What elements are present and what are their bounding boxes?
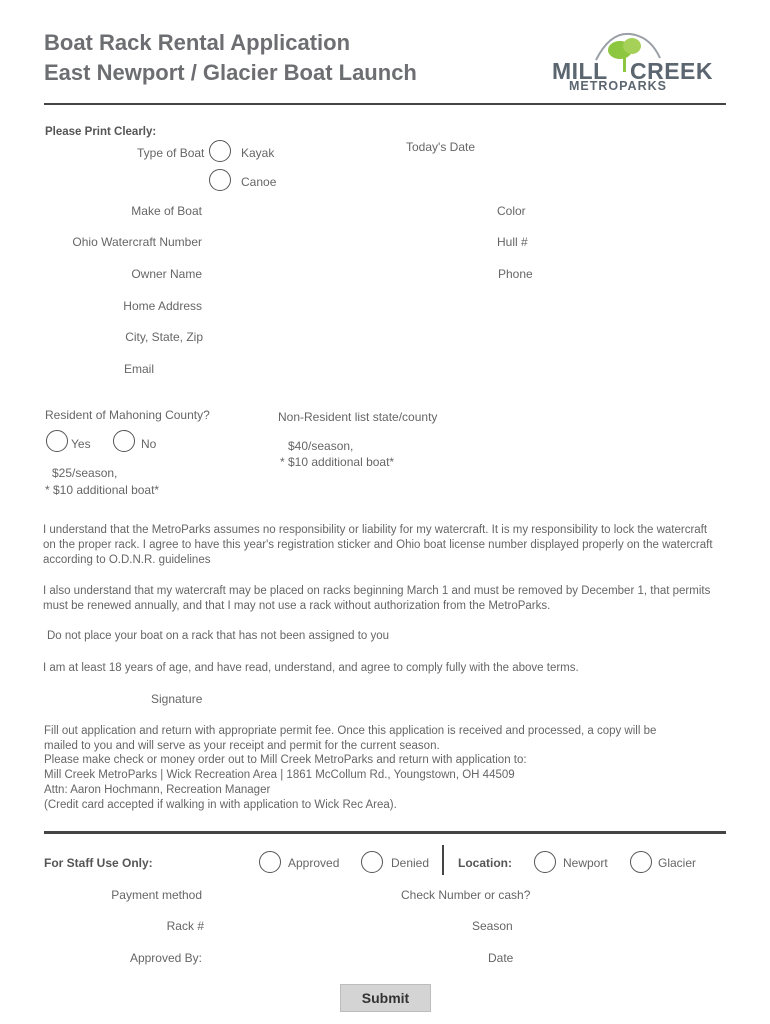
attention-line: Attn: Aaron Hochmann, Recreation Manager [44,784,271,796]
approved-by-label: Approved By: [129,951,202,965]
watercraft-number-label: Ohio Watercraft Number [72,235,202,249]
email-label: Email [124,362,155,376]
resident-additional-fee: * $10 additional boat* [45,483,160,497]
credit-card-note: (Credit card accepted if walking in with application to Wick Rec Area). [44,799,397,811]
logo-word-mill: MILL [552,58,608,84]
season-label: Season [472,919,513,933]
header-divider [44,103,726,105]
page-title: Boat Rack Rental Application [44,30,351,55]
hull-label: Hull # [497,235,528,249]
todays-date-label: Today's Date [406,140,475,154]
yes-label: Yes [71,437,91,451]
nonresident-label: Non-Resident list state/county [278,410,438,424]
color-label: Color [497,204,526,218]
canoe-label: Canoe [241,175,277,189]
mill-creek-logo [552,28,714,96]
terms-paragraph-2: I also understand that my watercraft may be placed on racks beginning March 1 and must be removed by December 1, that permits must be renewed annually, and that I may not use a rack without authorization from the MetroParks. [43,585,711,612]
denied-label: Denied [391,856,430,870]
instructions-line-1: Fill out application and return with appropriate permit fee. Once this application is received and processed, a copy will be [44,725,657,737]
submit-button[interactable]: Submit [340,984,431,1012]
page-subtitle: East Newport / Glacier Boat Launch [44,60,417,85]
make-of-boat-label: Make of Boat [131,204,202,218]
print-clearly-label: Please Print Clearly: [45,126,157,138]
terms-paragraph-3: Do not place your boat on a rack that has not been assigned to you [47,630,390,642]
location-separator [442,845,444,875]
kayak-label: Kayak [241,146,275,160]
resident-question: Resident of Mahoning County? [45,408,210,422]
resident-no-radio[interactable] [113,430,135,452]
location-label: Location: [458,856,512,870]
approved-label: Approved [288,856,340,870]
newport-radio[interactable] [534,851,556,873]
owner-name-label: Owner Name [131,267,202,281]
type-of-boat-label: Type of Boat [137,146,205,160]
approved-radio[interactable] [259,851,281,873]
city-state-zip-label: City, State, Zip [125,330,203,344]
resident-fee: $25/season, [52,466,118,480]
newport-label: Newport [563,856,608,870]
logo-metroparks: METROPARKS [569,79,667,93]
instructions-line-2: mailed to you and will serve as your receipt and permit for the current season. [44,740,440,752]
staff-divider [44,831,726,834]
logo-word-creek: CREEK [630,58,714,84]
glacier-label: Glacier [658,856,697,870]
instructions-line-3: Please make check or money order out to Mill Creek MetroParks and return with application to: [44,754,527,766]
nonresident-fee: $40/season, [288,439,354,453]
glacier-radio[interactable] [630,851,652,873]
nonresident-additional-fee: * $10 additional boat* [280,455,395,469]
phone-label: Phone [498,267,533,281]
terms-paragraph-4: I am at least 18 years of age, and have read, understand, and agree to comply fully with the above terms. [43,662,579,674]
terms-paragraph-1: I understand that the MetroParks assumes no responsibility or liability for my watercraft. It is my responsibility to lock the watercraft on the proper rack. I agree to have this year's registration sticker and Ohio boat license number displayed properly on the watercraft according to O.D.N.R. guidelines [43,524,713,566]
date-label: Date [488,951,514,965]
rack-number-label: Rack # [166,919,204,933]
staff-use-title: For Staff Use Only: [44,856,153,870]
check-number-label: Check Number or cash? [401,888,531,902]
resident-yes-radio[interactable] [46,430,68,452]
kayak-radio[interactable] [209,140,231,162]
payment-method-label: Payment method [111,888,202,902]
denied-radio[interactable] [361,851,383,873]
home-address-label: Home Address [123,299,202,313]
no-label: No [141,437,157,451]
mailing-address: Mill Creek MetroParks | Wick Recreation Area | 1861 McCollum Rd., Youngstown, OH 44509 [44,769,515,781]
canoe-radio[interactable] [209,169,231,191]
signature-label: Signature [151,692,203,706]
